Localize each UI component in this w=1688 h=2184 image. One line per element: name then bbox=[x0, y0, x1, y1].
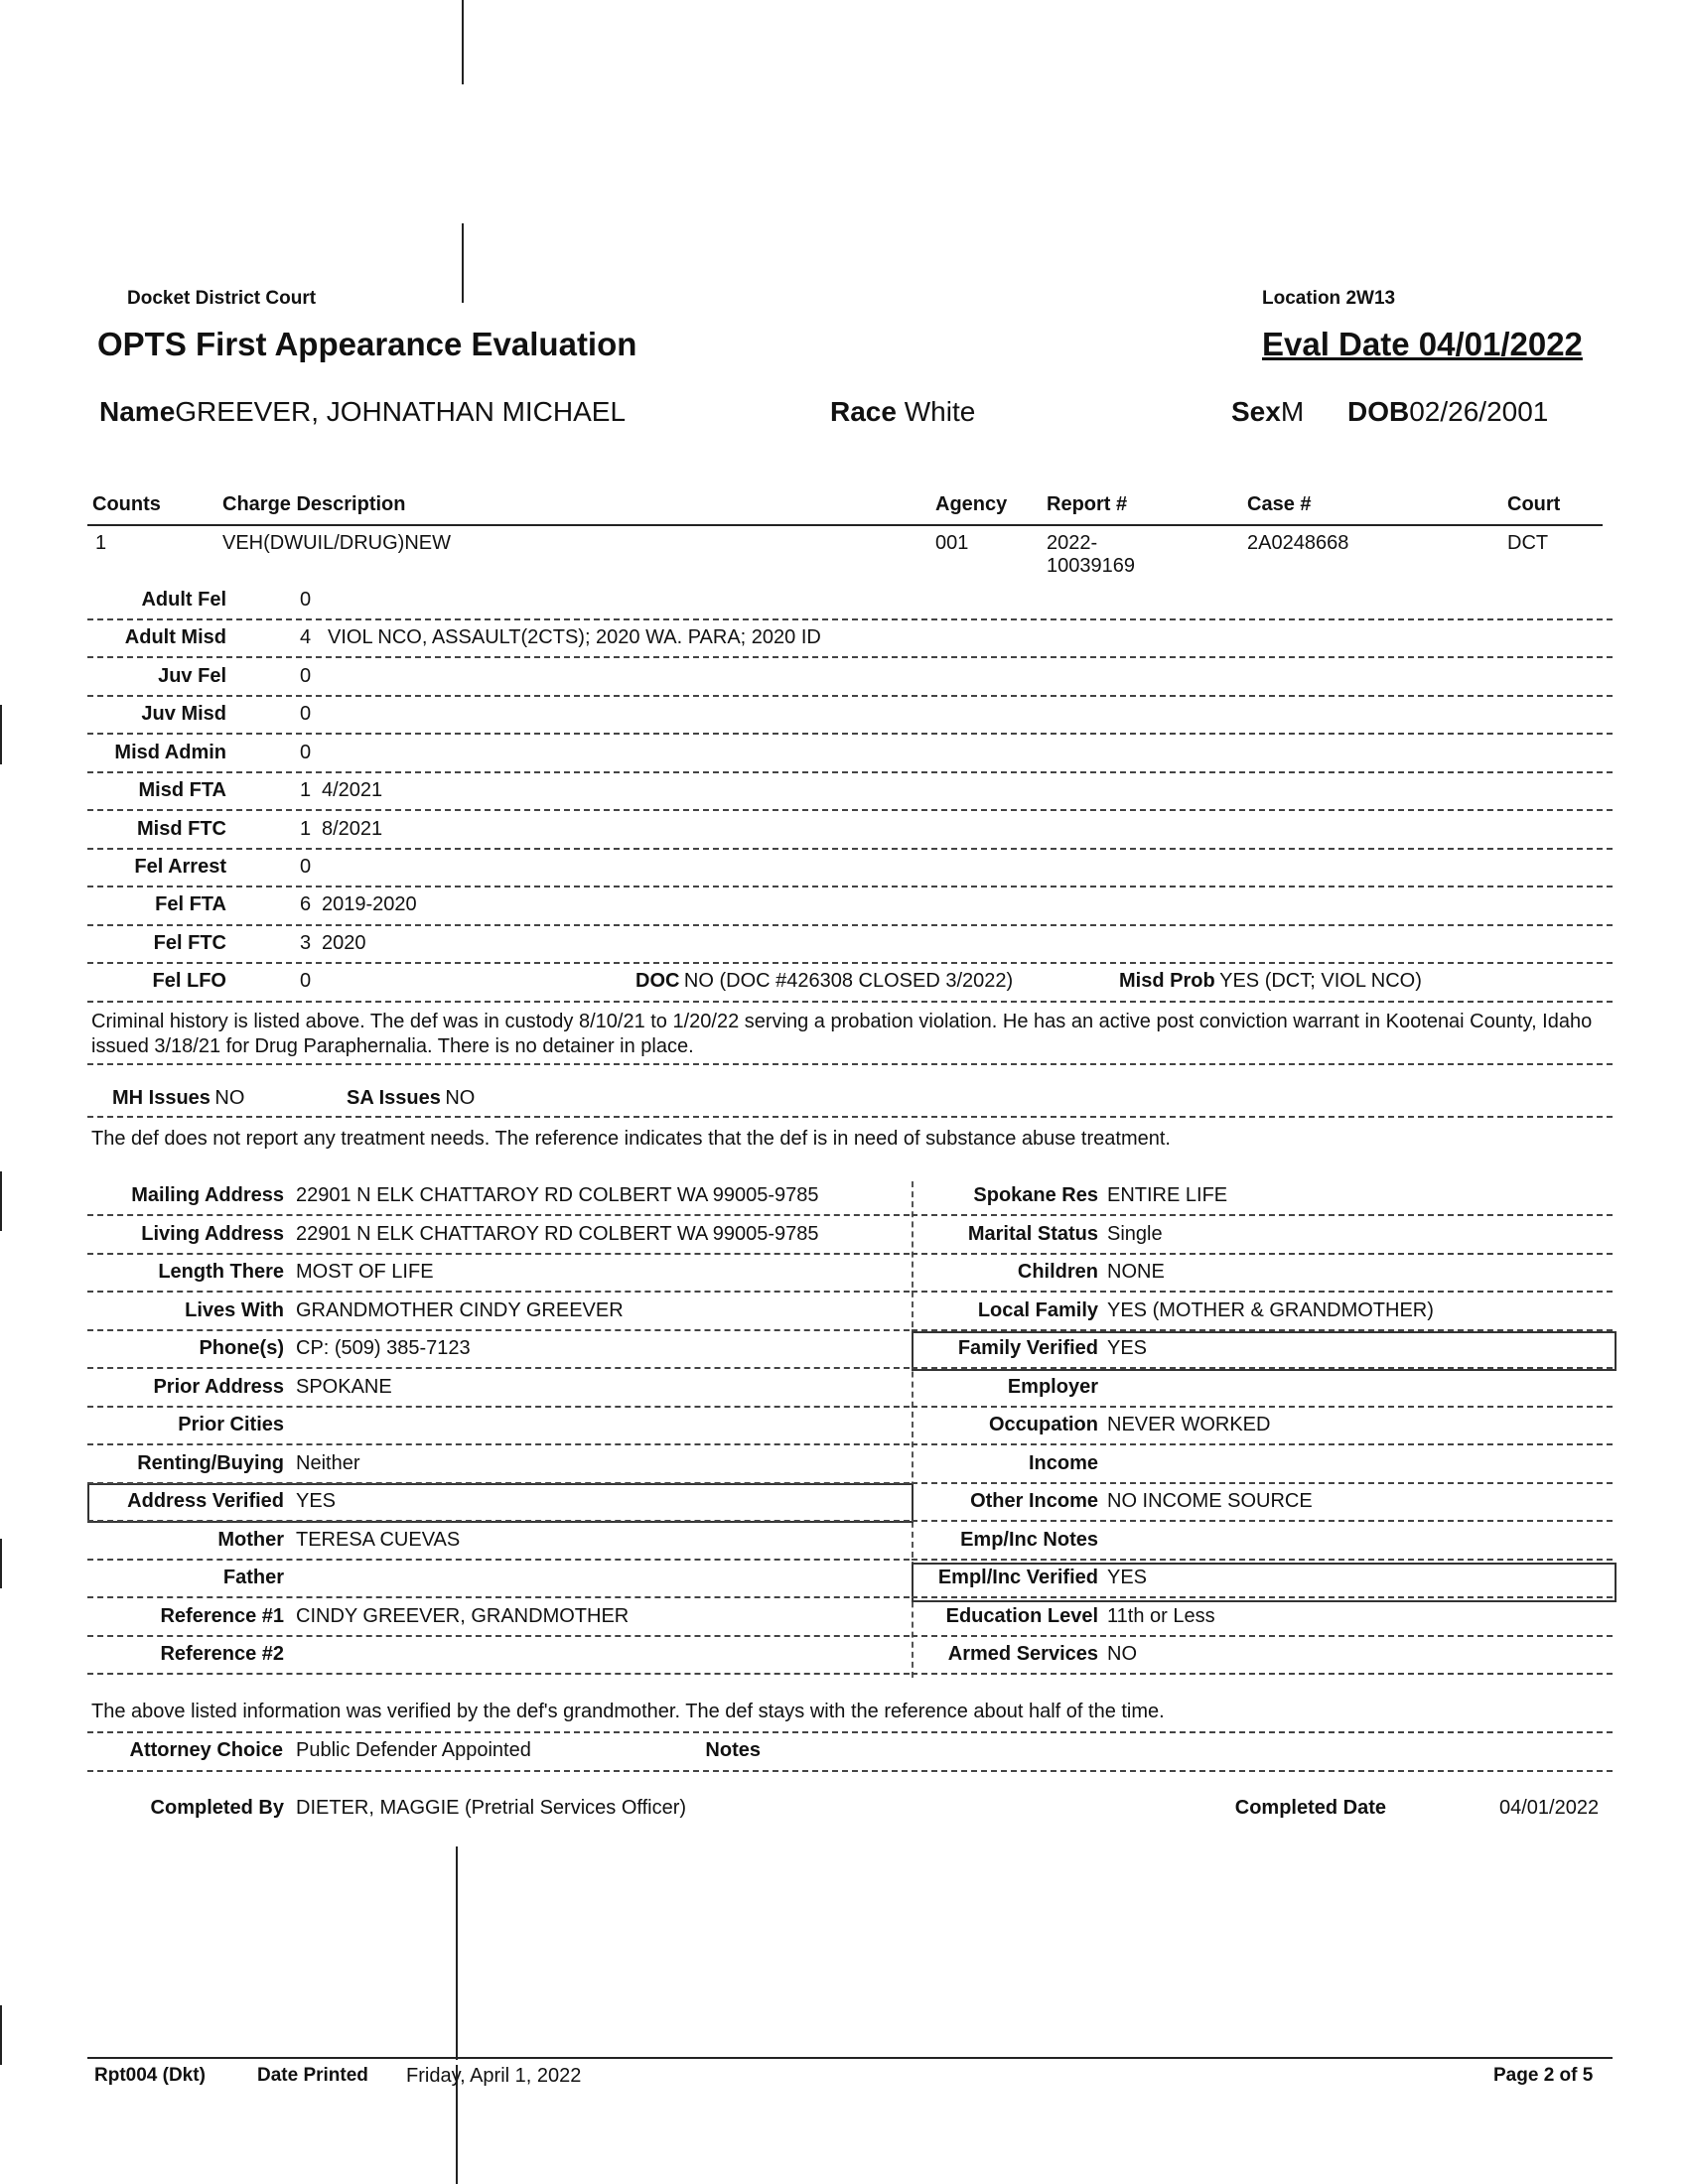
sex-value: M bbox=[1280, 396, 1305, 427]
scan-artifact-line bbox=[0, 1171, 2, 1231]
history-detail: 2019-2020 bbox=[322, 893, 417, 915]
row-divider bbox=[87, 1673, 910, 1675]
right-field-label: Armed Services bbox=[947, 1643, 1098, 1665]
col-counts-header: Counts bbox=[92, 493, 161, 515]
row-divider bbox=[87, 1406, 910, 1408]
scan-artifact-line bbox=[462, 0, 464, 84]
right-field-label: Education Level bbox=[945, 1605, 1098, 1627]
left-field-label: Prior Address bbox=[153, 1376, 284, 1398]
left-field-value: SPOKANE bbox=[296, 1376, 392, 1398]
misd-prob-label: Misd Prob bbox=[1119, 970, 1215, 992]
row-divider bbox=[912, 1596, 1613, 1598]
right-field-label: Occupation bbox=[988, 1414, 1098, 1435]
docket-line bbox=[127, 288, 316, 310]
row-divider bbox=[87, 695, 1613, 697]
race-label: Race bbox=[830, 396, 897, 427]
row-divider bbox=[87, 1443, 910, 1445]
row-divider bbox=[912, 1291, 1613, 1293]
left-field-label: Mother bbox=[217, 1529, 284, 1551]
left-field-value: YES bbox=[296, 1490, 337, 1512]
history-label: Fel Arrest bbox=[134, 856, 226, 878]
history-count: 1 bbox=[300, 818, 312, 840]
dob-value: 02/26/2001 bbox=[1409, 396, 1549, 427]
row-divider bbox=[87, 886, 1613, 887]
row-divider bbox=[87, 1214, 910, 1216]
charge-counts: 1 bbox=[95, 532, 107, 554]
mh-issues-value: NO bbox=[214, 1087, 245, 1109]
right-field-label: Family Verified bbox=[957, 1337, 1098, 1359]
doc-field bbox=[635, 970, 1013, 993]
right-field-value: NO bbox=[1107, 1643, 1137, 1665]
scan-artifact-line bbox=[456, 1846, 458, 2060]
left-field-label: Prior Cities bbox=[178, 1414, 284, 1435]
left-field-value: CINDY GREEVER, GRANDMOTHER bbox=[296, 1605, 630, 1627]
attorney-choice-value: Public Defender Appointed bbox=[296, 1739, 531, 1761]
name-line bbox=[99, 396, 626, 428]
row-divider bbox=[87, 1482, 910, 1484]
right-field-value: ENTIRE LIFE bbox=[1107, 1184, 1228, 1206]
left-field-value: 22901 N ELK CHATTAROY RD COLBERT WA 99005-9785 bbox=[296, 1184, 819, 1206]
docket-value: District Court bbox=[195, 288, 317, 309]
charge-court: DCT bbox=[1507, 532, 1549, 554]
completed-by-value: DIETER, MAGGIE (Pretrial Services Officer) bbox=[296, 1797, 687, 1819]
dob-label: DOB bbox=[1347, 396, 1410, 427]
history-count: 0 bbox=[300, 589, 312, 611]
charge-agency: 001 bbox=[935, 532, 969, 554]
doc-value: NO (DOC #426308 CLOSED 3/2022) bbox=[683, 970, 1014, 992]
history-detail: 4/2021 bbox=[322, 779, 383, 801]
left-field-value: TERESA CUEVAS bbox=[296, 1529, 461, 1551]
history-label: Adult Misd bbox=[124, 626, 226, 648]
history-label: Misd FTC bbox=[137, 818, 226, 840]
right-field-label: Local Family bbox=[977, 1299, 1098, 1321]
history-count: 0 bbox=[300, 665, 312, 687]
row-divider bbox=[87, 1520, 910, 1522]
history-label: Fel FTC bbox=[153, 932, 226, 954]
row-divider bbox=[87, 924, 1613, 926]
history-count: 6 bbox=[300, 893, 312, 915]
scan-artifact-line bbox=[0, 705, 2, 764]
page-number: Page 2 of 5 bbox=[1493, 2065, 1594, 2086]
history-label: Fel LFO bbox=[152, 970, 226, 992]
location-label: Location bbox=[1262, 288, 1341, 309]
history-label: Misd Admin bbox=[114, 742, 226, 763]
doc-label: DOC bbox=[635, 970, 680, 992]
left-field-label: Renting/Buying bbox=[137, 1452, 284, 1474]
left-field-value: Neither bbox=[296, 1452, 360, 1474]
right-field-value: Single bbox=[1107, 1223, 1163, 1245]
location-value: 2W13 bbox=[1345, 288, 1396, 309]
history-label: Juv Misd bbox=[141, 703, 226, 725]
row-divider bbox=[87, 1559, 910, 1561]
attorney-choice-label: Attorney Choice bbox=[129, 1739, 283, 1761]
row-divider bbox=[912, 1673, 1613, 1675]
scan-artifact-line bbox=[0, 2005, 2, 2065]
charge-report: 2022-10039169 bbox=[1047, 532, 1135, 577]
misd-prob-value: YES (DCT; VIOL NCO) bbox=[1219, 970, 1422, 992]
row-divider bbox=[87, 962, 1613, 964]
row-divider bbox=[87, 1001, 1613, 1003]
right-field-value: YES (MOTHER & GRANDMOTHER) bbox=[1107, 1299, 1434, 1321]
right-field-label: Employer bbox=[1007, 1376, 1098, 1398]
sex-line bbox=[1231, 396, 1304, 428]
history-count: 0 bbox=[300, 703, 312, 725]
right-field-value: YES bbox=[1107, 1567, 1148, 1588]
date-printed-label: Date Printed bbox=[257, 2065, 368, 2086]
row-divider bbox=[912, 1253, 1613, 1255]
dob-line bbox=[1347, 396, 1548, 428]
col-agency-header: Agency bbox=[935, 493, 1008, 515]
charge-description: VEH(DWUIL/DRUG)NEW bbox=[222, 532, 451, 554]
row-divider bbox=[87, 1329, 910, 1331]
completed-by-label: Completed By bbox=[150, 1797, 284, 1819]
history-label: Adult Fel bbox=[141, 589, 226, 611]
race-value: White bbox=[904, 396, 976, 427]
history-label: Juv Fel bbox=[158, 665, 226, 687]
history-label: Fel FTA bbox=[155, 893, 226, 915]
right-field-label: Other Income bbox=[970, 1490, 1098, 1512]
left-field-label: Living Address bbox=[141, 1223, 284, 1245]
location-line bbox=[1262, 288, 1395, 310]
row-divider bbox=[912, 1443, 1613, 1445]
report-id: Rpt004 (Dkt) bbox=[94, 2065, 206, 2086]
row-divider bbox=[912, 1559, 1613, 1561]
name-value: GREEVER, JOHNATHAN MICHAEL bbox=[175, 396, 627, 427]
col-description-header: Charge Description bbox=[222, 493, 406, 515]
right-field-value: NO INCOME SOURCE bbox=[1107, 1490, 1313, 1512]
row-divider bbox=[87, 1770, 1613, 1772]
right-field-value: NONE bbox=[1107, 1261, 1165, 1283]
row-divider bbox=[87, 1731, 1613, 1733]
right-field-value: YES bbox=[1107, 1337, 1148, 1359]
completed-date-value: 04/01/2022 bbox=[1499, 1797, 1600, 1819]
row-divider bbox=[912, 1635, 1613, 1637]
scan-artifact-line bbox=[462, 223, 464, 303]
row-divider bbox=[87, 809, 1613, 811]
sa-issues-value: NO bbox=[445, 1087, 476, 1109]
row-divider bbox=[87, 1635, 910, 1637]
eval-date: Eval Date 04/01/2022 bbox=[1262, 326, 1583, 362]
verification-note: The above listed information was verified by the def's grandmother. The def stays with the reference about half of the time. bbox=[91, 1701, 1165, 1722]
row-divider bbox=[87, 1596, 910, 1598]
right-field-label: Children bbox=[1017, 1261, 1098, 1283]
left-field-label: Reference #2 bbox=[160, 1643, 284, 1665]
col-report-header: Report # bbox=[1047, 493, 1128, 515]
criminal-history-note: Criminal history is listed above. The def was in custody 8/10/21 to 1/20/22 serving a probation violation. He has an active post conviction warrant in Kootenai County, Idaho issued 3/18/21 for Drug Paraphernalia. There is no detainer in place. bbox=[91, 1011, 1593, 1057]
history-detail: 2020 bbox=[322, 932, 366, 954]
col-court-header: Court bbox=[1507, 493, 1561, 515]
table-header-rule bbox=[87, 524, 1603, 526]
right-field-label: Empl/Inc Verified bbox=[937, 1567, 1098, 1588]
right-field-label: Marital Status bbox=[967, 1223, 1098, 1245]
race-line bbox=[830, 396, 975, 428]
left-field-value: 22901 N ELK CHATTAROY RD COLBERT WA 99005-9785 bbox=[296, 1223, 819, 1245]
left-field-value: CP: (509) 385-7123 bbox=[296, 1337, 471, 1359]
row-divider bbox=[87, 618, 1613, 620]
left-field-label: Mailing Address bbox=[131, 1184, 284, 1206]
row-divider bbox=[912, 1520, 1613, 1522]
history-detail: VIOL NCO, ASSAULT(2CTS); 2020 WA. PARA; 2020 ID bbox=[328, 626, 821, 648]
left-field-label: Father bbox=[222, 1567, 284, 1588]
name-label: Name bbox=[99, 396, 176, 427]
date-printed-value: Friday, April 1, 2022 bbox=[406, 2065, 582, 2087]
charge-case: 2A0248668 bbox=[1247, 532, 1349, 554]
row-divider bbox=[87, 1367, 910, 1369]
row-divider bbox=[87, 1063, 1613, 1065]
row-divider bbox=[87, 771, 1613, 773]
mh-issues-field bbox=[112, 1087, 244, 1110]
row-divider bbox=[912, 1214, 1613, 1216]
left-field-label: Reference #1 bbox=[160, 1605, 284, 1627]
completed-date-label: Completed Date bbox=[1234, 1797, 1386, 1819]
row-divider bbox=[87, 1253, 910, 1255]
row-divider bbox=[912, 1367, 1613, 1369]
sa-issues-field bbox=[347, 1087, 475, 1110]
history-count: 4 bbox=[300, 626, 312, 648]
row-divider bbox=[87, 733, 1613, 735]
right-field-label: Income bbox=[1028, 1452, 1098, 1474]
sa-issues-label: SA Issues bbox=[347, 1087, 441, 1109]
scan-artifact-line bbox=[0, 1539, 2, 1588]
right-field-value: 11th or Less bbox=[1107, 1605, 1215, 1627]
docket-label: Docket bbox=[127, 288, 191, 309]
right-field-label: Spokane Res bbox=[973, 1184, 1098, 1206]
left-field-label: Phone(s) bbox=[199, 1337, 284, 1359]
history-count: 0 bbox=[300, 742, 312, 763]
history-count: 3 bbox=[300, 932, 312, 954]
row-divider bbox=[912, 1406, 1613, 1408]
history-count: 0 bbox=[300, 970, 312, 992]
history-count: 0 bbox=[300, 856, 312, 878]
misd-prob-field bbox=[1119, 970, 1422, 993]
right-field-value: NEVER WORKED bbox=[1107, 1414, 1271, 1435]
history-label: Misd FTA bbox=[138, 779, 226, 801]
sex-label: Sex bbox=[1231, 396, 1281, 427]
history-count: 1 bbox=[300, 779, 312, 801]
history-detail: 8/2021 bbox=[322, 818, 383, 840]
row-divider bbox=[912, 1329, 1613, 1331]
footer-rule bbox=[87, 2057, 1613, 2059]
row-divider bbox=[87, 848, 1613, 850]
row-divider bbox=[87, 1291, 910, 1293]
left-field-label: Address Verified bbox=[127, 1490, 284, 1512]
left-field-label: Lives With bbox=[185, 1299, 284, 1321]
left-field-value: MOST OF LIFE bbox=[296, 1261, 434, 1283]
mh-issues-label: MH Issues bbox=[112, 1087, 211, 1109]
col-case-header: Case # bbox=[1247, 493, 1312, 515]
row-divider bbox=[87, 656, 1613, 658]
row-divider bbox=[912, 1482, 1613, 1484]
left-field-label: Length There bbox=[158, 1261, 284, 1283]
page-title: OPTS First Appearance Evaluation bbox=[97, 326, 637, 362]
left-field-value: GRANDMOTHER CINDY GREEVER bbox=[296, 1299, 624, 1321]
treatment-note: The def does not report any treatment needs. The reference indicates that the def is in need of substance abuse treatment. bbox=[91, 1128, 1171, 1150]
right-field-label: Emp/Inc Notes bbox=[960, 1529, 1098, 1551]
row-divider bbox=[87, 1116, 1613, 1118]
notes-label: Notes bbox=[705, 1739, 761, 1761]
